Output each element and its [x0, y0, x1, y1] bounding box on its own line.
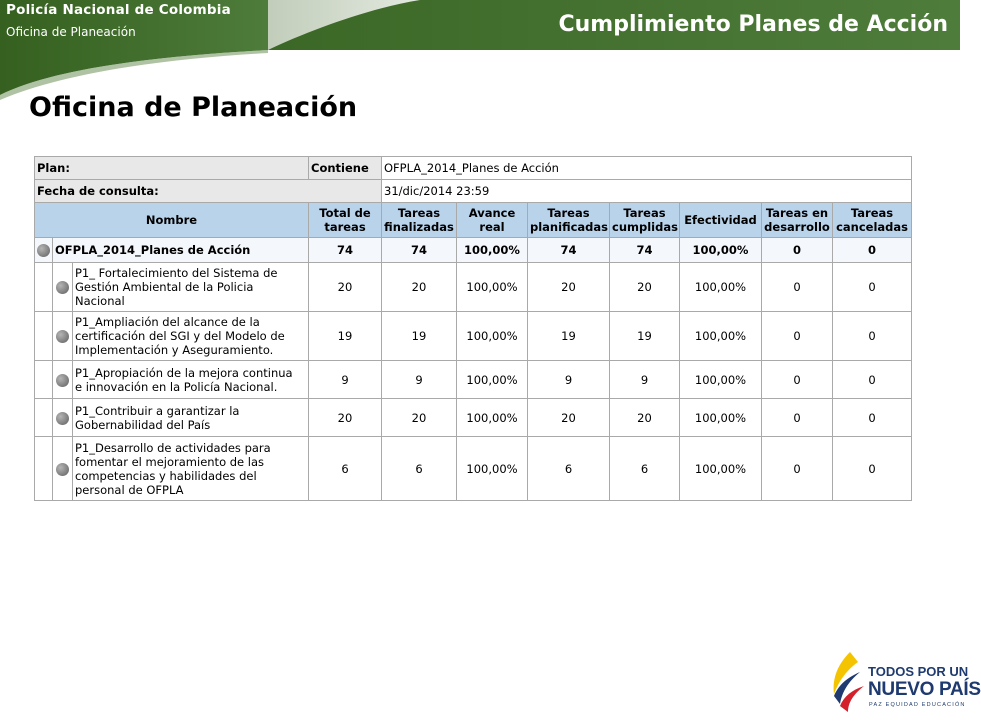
cell-efectividad: 100,00%: [680, 399, 762, 437]
total-desarrollo: 0: [762, 238, 833, 263]
expand-node-icon[interactable]: [56, 463, 69, 476]
cell-total: 9: [309, 361, 382, 399]
cell-avance: 100,00%: [457, 399, 528, 437]
column-header-avance: Avance real: [457, 203, 528, 238]
cell-efectividad: 100,00%: [680, 361, 762, 399]
cell-planificadas: 9: [528, 361, 610, 399]
table-row[interactable]: [35, 263, 912, 312]
table-row[interactable]: [35, 312, 912, 361]
table-row[interactable]: [35, 437, 912, 501]
expand-node-icon[interactable]: [56, 412, 69, 425]
date-label: Fecha de consulta:: [35, 180, 382, 203]
cell-finalizadas: 19: [382, 312, 457, 361]
organization-office: Oficina de Planeación: [6, 25, 136, 39]
logo-line-3: PAZ EQUIDAD EDUCACIÓN: [869, 702, 966, 708]
cell-avance: 100,00%: [457, 312, 528, 361]
logo-mark-icon: [828, 650, 868, 716]
plan-item-name: P1_Desarrollo de actividades para fomentar el mejoramiento de las competencias y habilidades del personal de OFPLA: [73, 437, 309, 501]
cell-avance: 100,00%: [457, 263, 528, 312]
cell-cumplidas: 19: [610, 312, 680, 361]
column-header-planificadas: Tareas planificadas: [528, 203, 610, 238]
total-plan-name: OFPLA_2014_Planes de Acción: [53, 238, 309, 263]
column-header-nombre: Nombre: [35, 203, 309, 238]
cell-efectividad: 100,00%: [680, 312, 762, 361]
plan-item-name: P1_ Fortalecimiento del Sistema de Gestión Ambiental de la Policia Nacional: [73, 263, 309, 312]
logo-line-1: TODOS POR UN: [868, 664, 969, 679]
organization-name: Policía Nacional de Colombia: [6, 2, 231, 18]
action-plan-report-table: [34, 156, 912, 501]
date-value: 31/dic/2014 23:59: [382, 180, 912, 203]
cell-canceladas: 0: [833, 263, 912, 312]
cell-finalizadas: 20: [382, 399, 457, 437]
plan-item-name: P1_Contribuir a garantizar la Gobernabilidad del País: [73, 399, 309, 437]
cell-efectividad: 100,00%: [680, 437, 762, 501]
cell-planificadas: 20: [528, 399, 610, 437]
cell-planificadas: 19: [528, 312, 610, 361]
total-cumplidas: 74: [610, 238, 680, 263]
cell-desarrollo: 0: [762, 437, 833, 501]
cell-cumplidas: 20: [610, 399, 680, 437]
cell-total: 20: [309, 263, 382, 312]
cell-avance: 100,00%: [457, 361, 528, 399]
column-header-total: Total de tareas: [309, 203, 382, 238]
table-row[interactable]: [35, 361, 912, 399]
date-info-row: [35, 180, 912, 203]
cell-canceladas: 0: [833, 361, 912, 399]
cell-canceladas: 0: [833, 312, 912, 361]
plan-value: OFPLA_2014_Planes de Acción: [382, 157, 912, 180]
total-canceladas: 0: [833, 238, 912, 263]
cell-cumplidas: 6: [610, 437, 680, 501]
cell-canceladas: 0: [833, 399, 912, 437]
total-efectividad: 100,00%: [680, 238, 762, 263]
slide-title: Cumplimiento Planes de Acción: [558, 12, 948, 37]
column-header-efectividad: Efectividad: [680, 203, 762, 238]
total-row[interactable]: [35, 238, 912, 263]
contains-label: Contiene: [309, 157, 382, 180]
table-row[interactable]: [35, 399, 912, 437]
cell-desarrollo: 0: [762, 263, 833, 312]
page-title: Oficina de Planeación: [29, 92, 358, 123]
total-total: 74: [309, 238, 382, 263]
total-avance: 100,00%: [457, 238, 528, 263]
cell-efectividad: 100,00%: [680, 263, 762, 312]
column-header-row: [35, 203, 912, 238]
cell-desarrollo: 0: [762, 399, 833, 437]
cell-total: 6: [309, 437, 382, 501]
cell-avance: 100,00%: [457, 437, 528, 501]
column-header-desarrollo: Tareas en desarrollo: [762, 203, 833, 238]
expand-node-icon[interactable]: [56, 330, 69, 343]
cell-total: 20: [309, 399, 382, 437]
cell-finalizadas: 6: [382, 437, 457, 501]
cell-planificadas: 20: [528, 263, 610, 312]
cell-planificadas: 6: [528, 437, 610, 501]
todos-por-un-nuevo-pais-logo: [828, 650, 981, 716]
column-header-cumplidas: Tareas cumplidas: [610, 203, 680, 238]
column-header-finalizadas: Tareas finalizadas: [382, 203, 457, 238]
expand-node-icon[interactable]: [56, 374, 69, 387]
expand-node-icon[interactable]: [37, 244, 50, 257]
plan-item-name: P1_Ampliación del alcance de la certificación del SGI y del Modelo de Implementación y Aseguramiento.: [73, 312, 309, 361]
cell-finalizadas: 9: [382, 361, 457, 399]
cell-total: 19: [309, 312, 382, 361]
expand-node-icon[interactable]: [56, 281, 69, 294]
logo-line-2: NUEVO PAÍS: [868, 679, 981, 700]
total-planificadas: 74: [528, 238, 610, 263]
cell-cumplidas: 20: [610, 263, 680, 312]
cell-cumplidas: 9: [610, 361, 680, 399]
column-header-canceladas: Tareas canceladas: [833, 203, 912, 238]
cell-canceladas: 0: [833, 437, 912, 501]
plan-item-name: P1_Apropiación de la mejora continua e innovación en la Policía Nacional.: [73, 361, 309, 399]
plan-label: Plan:: [35, 157, 309, 180]
cell-desarrollo: 0: [762, 361, 833, 399]
plan-info-row: [35, 157, 912, 180]
cell-desarrollo: 0: [762, 312, 833, 361]
cell-finalizadas: 20: [382, 263, 457, 312]
header-banner: [0, 0, 960, 100]
total-finalizadas: 74: [382, 238, 457, 263]
